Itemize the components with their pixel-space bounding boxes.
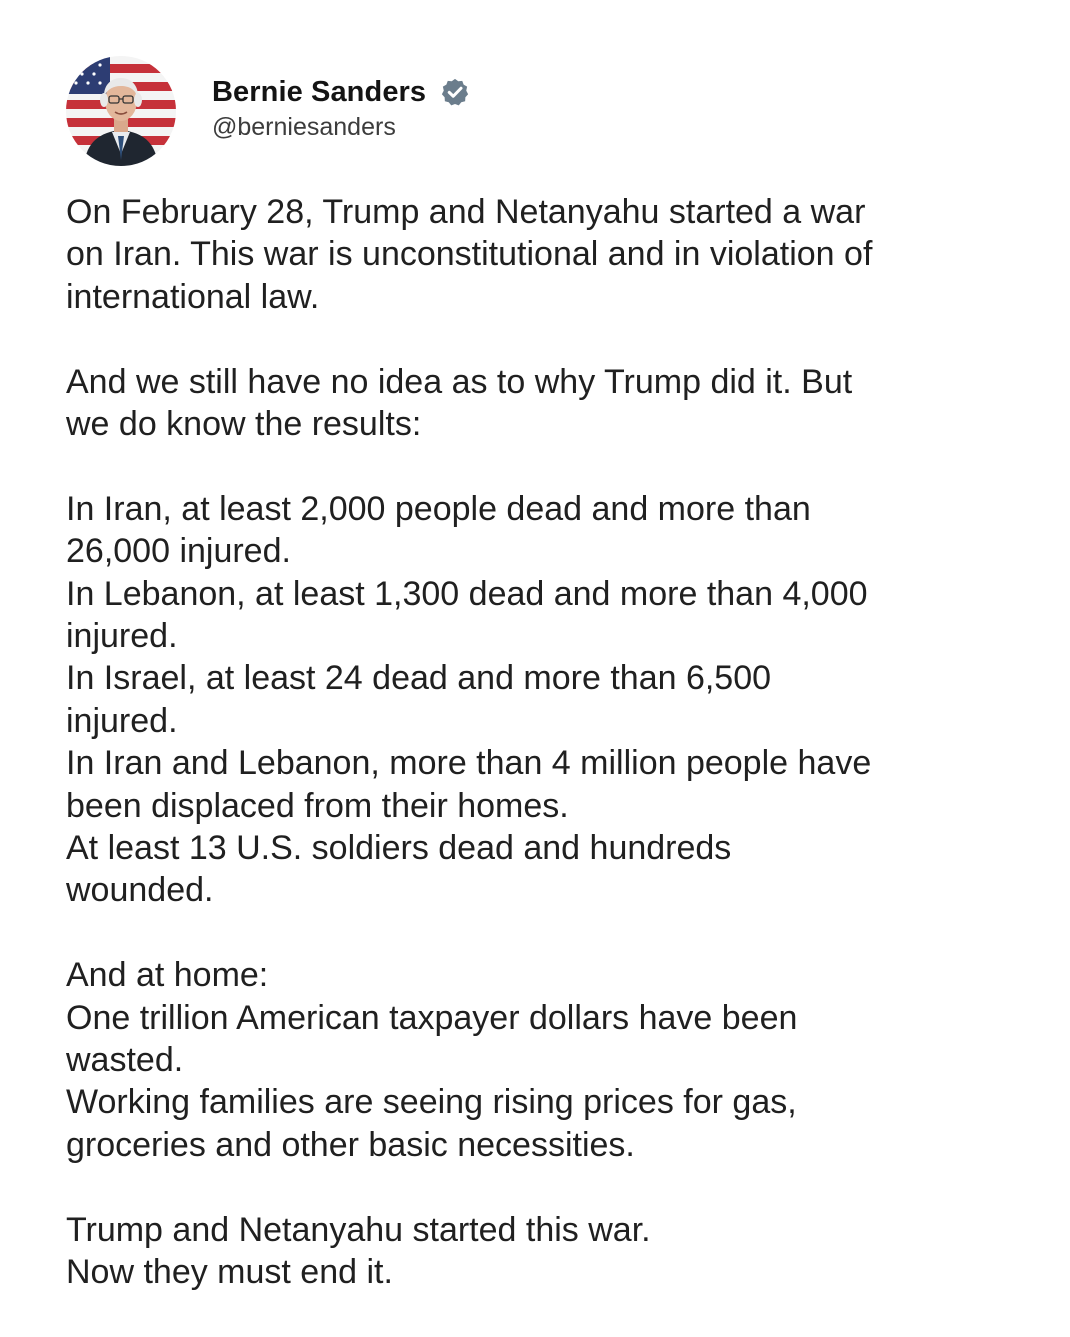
post-line: injured. xyxy=(66,617,178,656)
post-line: In Iran, at least 2,000 people dead and more than xyxy=(66,489,811,528)
avatar-photo xyxy=(66,56,176,166)
post-paragraph xyxy=(66,191,1026,318)
post-header xyxy=(66,55,470,167)
post-line: wounded. xyxy=(66,871,214,910)
author-display-name[interactable]: Bernie Sanders xyxy=(212,75,427,108)
post-paragraph xyxy=(66,1209,1026,1294)
post-line: And at home: xyxy=(66,956,269,995)
post-line: One trillion American taxpayer dollars have been xyxy=(66,998,798,1037)
post-line: In Iran and Lebanon, more than 4 million people have xyxy=(66,744,872,783)
post-paragraph xyxy=(66,954,1026,1166)
post-paragraph xyxy=(66,361,1026,446)
post-line: In Israel, at least 24 dead and more than 6,500 xyxy=(66,659,772,698)
author-identity xyxy=(212,74,470,142)
author-handle[interactable]: @berniesanders xyxy=(212,113,396,141)
post-line: wasted. xyxy=(66,1041,184,1080)
post-line: Working families are seeing rising prices for gas, xyxy=(66,1083,797,1122)
post-text xyxy=(66,191,1026,1294)
post-paragraph xyxy=(66,488,1026,912)
post-line: 26,000 injured. xyxy=(66,532,291,571)
author-name-row xyxy=(212,74,470,110)
post-line: Now they must end it. xyxy=(66,1253,393,1292)
post-line: On February 28, Trump and Netanyahu started a war xyxy=(66,193,866,231)
post-line: In Lebanon, at least 1,300 dead and more than 4,000 xyxy=(66,574,868,613)
post-line: injured. xyxy=(66,701,178,740)
post-line: At least 13 U.S. soldiers dead and hundreds xyxy=(66,829,732,868)
post-line: been displaced from their homes. xyxy=(66,786,569,825)
post-line: on Iran. This war is unconstitutional and in violation of xyxy=(66,235,873,274)
verified-badge-icon xyxy=(440,77,470,107)
avatar[interactable] xyxy=(66,56,176,166)
post-line: we do know the results: xyxy=(66,405,422,444)
post-line: And we still have no idea as to why Trump did it. But xyxy=(66,362,853,401)
post-line: groceries and other basic necessities. xyxy=(66,1125,635,1164)
post-line: international law. xyxy=(66,277,320,316)
post-line: Trump and Netanyahu started this war. xyxy=(66,1210,651,1249)
